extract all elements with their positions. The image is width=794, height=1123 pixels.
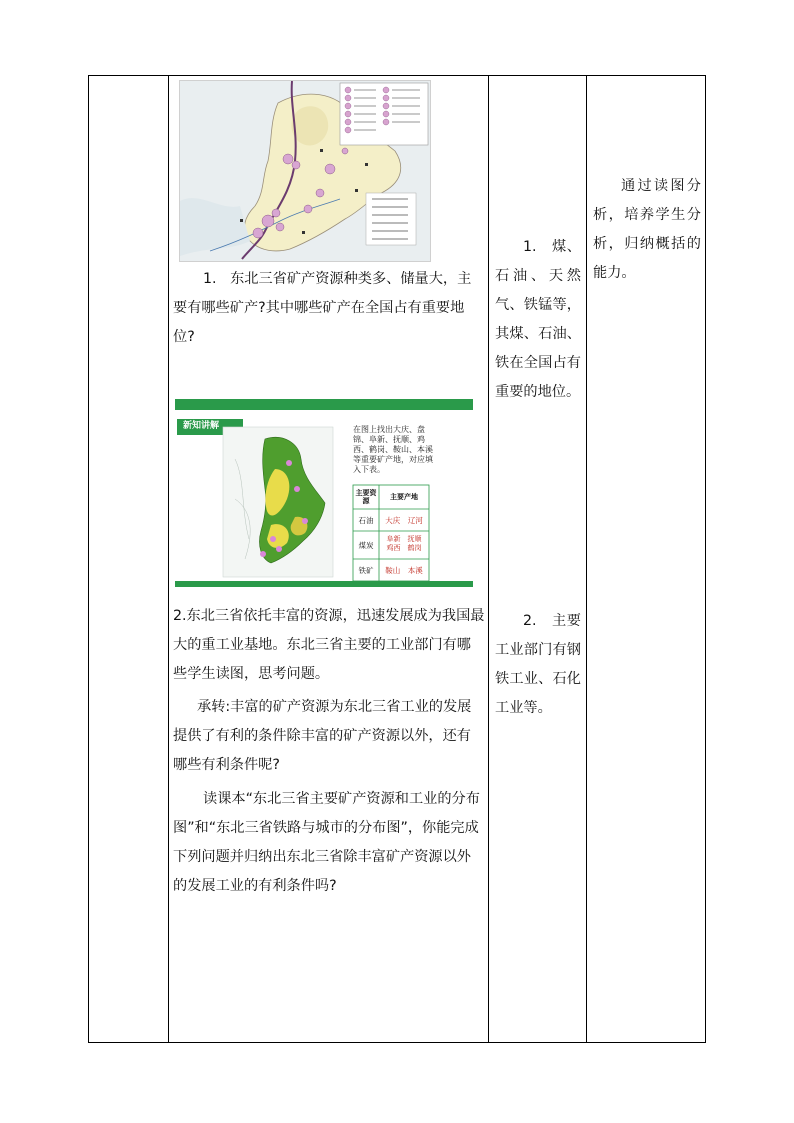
lesson-table	[88, 75, 706, 1043]
table-places-oil: 大庆 辽河	[385, 516, 423, 525]
answer-1: 1. 煤、石油、天然气、铁锰等，其煤、石油、铁在全国占有重要的地位。	[495, 239, 581, 400]
table-resource-oil: 石油	[358, 516, 374, 525]
cell-design-intent	[587, 76, 705, 1042]
cell-student-activity	[489, 76, 586, 1042]
slide-badge: 新知讲解	[183, 421, 220, 431]
reading-task: 读课本“东北三省主要矿产资源和工业的分布图”和“东北三省铁路与城市的分布图”，你能完成下列问题并归纳出东北三省除丰富矿产资源以外的发展工业的有利条件吗?	[173, 791, 480, 894]
question-2: 2.东北三省依托丰富的资源，迅速发展成为我国最大的重工业基地。东北三省主要的工业部门有哪些学生读图，思考问题。	[173, 608, 485, 682]
mineral-slide	[175, 399, 473, 587]
table-places-iron: 鞍山 本溪	[385, 566, 423, 575]
mineral-industry-map	[179, 80, 431, 262]
cell-teaching-process	[169, 76, 488, 1042]
answer-2: 2. 主要工业部门有钢铁工业、石化工业等。	[495, 613, 581, 716]
table-header-resource: 主要资源	[355, 489, 377, 505]
question-1: 1. 东北三省矿产资源种类多、储量大，主要有哪些矿产?其中哪些矿产在全国占有重要地位?	[173, 271, 472, 345]
slide-instruction: 在图上找出大庆、盘锦、阜新、抚顺、鸡西、鹤岗、鞍山、本溪等重要矿产地，对应填入下表。	[353, 425, 433, 474]
transition-text: 承转:丰富的矿产资源为东北三省工业的发展提供了有利的条件除丰富的矿产资源以外，还有哪些有利条件呢?	[173, 699, 472, 773]
table-places-coal: 阜新 抚顺 鸡西 鹤岗	[386, 535, 422, 552]
design-intent-text: 通过读图分析，培养学生分析，归纳概括的能力。	[593, 178, 701, 281]
table-resource-iron: 铁矿	[358, 566, 374, 575]
table-header-place: 主要产地	[390, 493, 418, 501]
cell-empty	[89, 76, 168, 1042]
table-resource-coal: 煤炭	[358, 541, 374, 550]
